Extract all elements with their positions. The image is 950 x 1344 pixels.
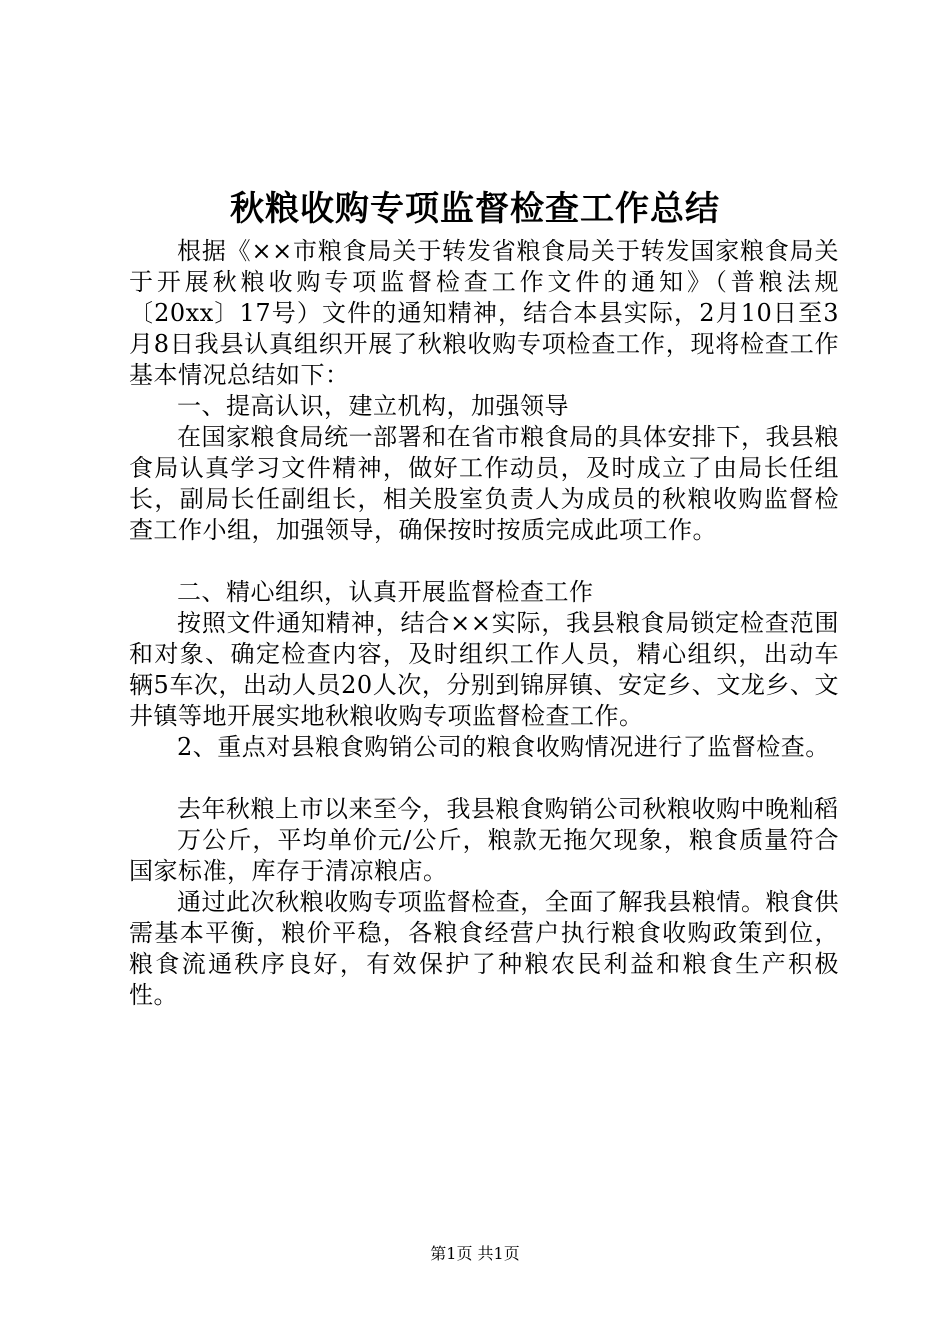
section-heading-2: 二、精心组织，认真开展监督检查工作	[177, 578, 594, 606]
section-2a-paragraph: 按照文件通知精神，结合××实际，我县粮食局锁定检查范围和对象、确定检查内容，及时组织工作人员，精心组织，出动车辆5车次，出动人员20人次，分别到锦屏镇、安定乡、文龙乡、文井镇等地开展实地秋粮收购专项监督检查工作。	[129, 609, 839, 730]
paragraph-spacer	[129, 546, 839, 577]
section-2b-paragraph: 2、重点对县粮食购销公司的粮食收购情况进行了监督检查。	[177, 733, 830, 761]
section-2d-paragraph: 万公斤，平均单价元/公斤，粮款无拖欠现象，粮食质量符合国家标准，库存于清凉粮店。	[129, 826, 839, 885]
section-1-paragraph: 在国家粮食局统一部署和在省市粮食局的具体安排下，我县粮食局认真学习文件精神，做好工作动员，及时成立了由局长任组长，副局长任副组长，相关股室负责人为成员的秋粮收购监督检查工作小组，加强领导，确保按时按质完成此项工作。	[129, 423, 839, 544]
intro-paragraph: 根据《××市粮食局关于转发省粮食局关于转发国家粮食局关于开展秋粮收购专项监督检查工作文件的通知》（普粮法规〔20xx〕17号）文件的通知精神，结合本县实际，2月10日至3月8日我县认真组织开展了秋粮收购专项检查工作，现将检查工作基本情况总结如下：	[129, 237, 839, 389]
conclusion-paragraph: 通过此次秋粮收购专项监督检查，全面了解我县粮情。粮食供需基本平衡，粮价平稳，各粮食经营户执行粮食收购政策到位，粮食流通秩序良好，有效保护了种粮农民利益和粮食生产积极性。	[129, 888, 839, 1009]
paragraph-spacer	[129, 763, 839, 794]
section-2c-paragraph: 去年秋粮上市以来至今，我县粮食购销公司秋粮收购中晚籼稻	[177, 795, 839, 823]
page-footer: 第1页 共1页	[430, 1244, 520, 1263]
document-title: 秋粮收购专项监督检查工作总结	[230, 189, 720, 229]
document-body	[129, 236, 839, 1011]
section-heading-1: 一、提高认识，建立机构，加强领导	[177, 392, 569, 420]
